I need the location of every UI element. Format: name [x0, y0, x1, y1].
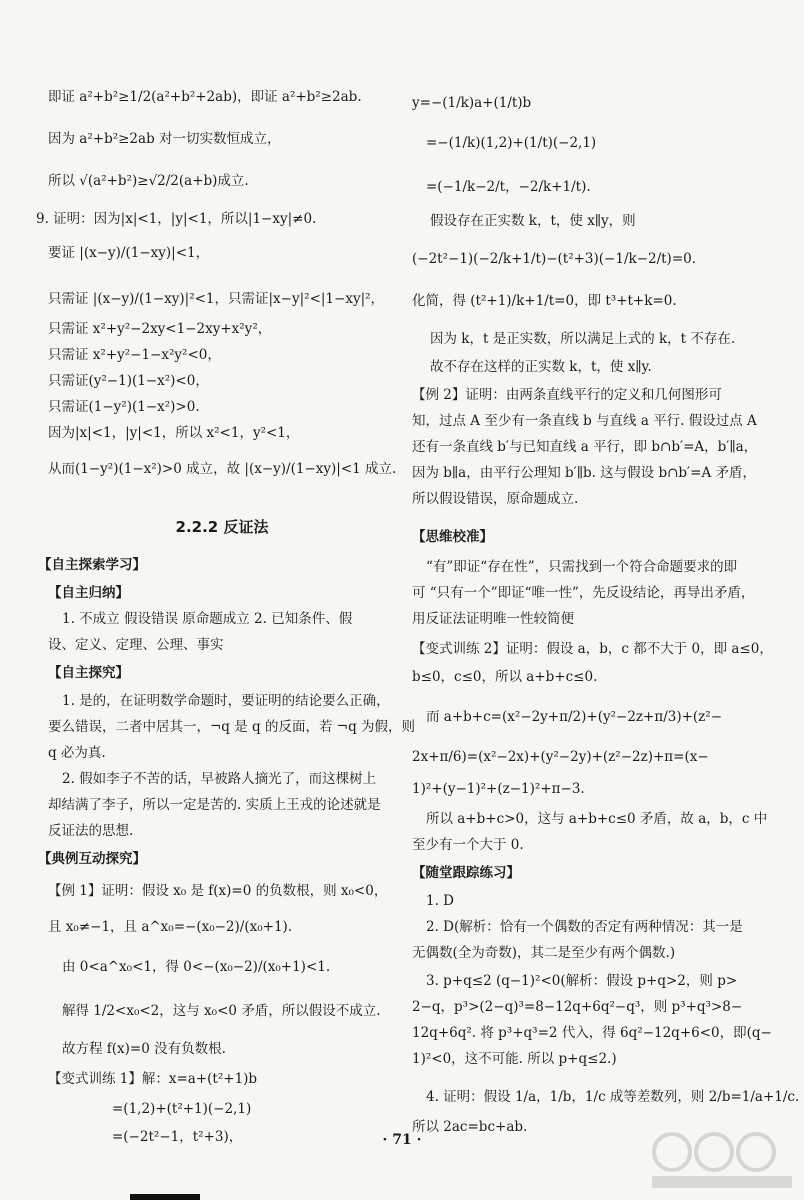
text-line: 故方程 f(x)=0 没有负数根.: [62, 1041, 226, 1057]
text-line: q 必为真.: [48, 745, 106, 761]
text-line: 要么错误，二者中居其一，¬q 是 q 的反面，若 ¬q 为假，则: [48, 719, 416, 735]
text-line: 【例 1】证明：假设 x₀ 是 f(x)=0 的负数根，则 x₀<0，: [48, 883, 388, 899]
text-line: 12q+6q². 将 p³+q³=2 代入，得 6q²−12q+6<0，即(q−: [412, 1025, 772, 1041]
text-line: 故不存在这样的正实数 k，t，使 x∥y.: [430, 359, 652, 375]
text-line: 因为 b∥a，由平行公理知 b′∥b. 这与假设 b∩b′=A 矛盾，: [412, 465, 756, 481]
text-line: 1. 不成立 假设错误 原命题成立 2. 已知条件、假: [62, 611, 353, 627]
text-line: 【变式训练 1】解：x=a+(t²+1)b: [48, 1071, 258, 1087]
text-line: 而 a+b+c=(x²−2y+π/2)+(y²−2z+π/3)+(z²−: [426, 709, 723, 725]
text-line: =(−1/k−2/t，−2/k+1/t).: [426, 179, 591, 195]
page-number: · 71 ·: [382, 1132, 422, 1148]
text-line: 只需证 x²+y²−2xy<1−2xy+x²y²，: [48, 321, 272, 337]
text-line: 且 x₀≠−1，且 a^x₀=−(x₀−2)/(x₀+1).: [48, 919, 293, 935]
text-line: 3. p+q≤2 (q−1)²<0(解析：假设 p+q>2，则 p>: [426, 973, 738, 989]
text-line: 假设存在正实数 k，t，使 x∥y，则: [430, 213, 636, 229]
text-line: 只需证 |(x−y)/(1−xy)|²<1，只需证|x−y|²<|1−xy|²，: [48, 291, 385, 307]
text-line: =(−2t²−1，t²+3)，: [112, 1129, 243, 1145]
text-line: 2x+π/6)=(x²−2x)+(y²−2y)+(z²−2z)+π=(x−: [412, 749, 709, 765]
section-tag: 【自主探索学习】: [38, 557, 146, 573]
section-tag: 【思维校准】: [412, 529, 493, 545]
section-tag: 【自主探究】: [48, 665, 129, 681]
text-line: 从而(1−y²)(1−x²)>0 成立，故 |(x−y)/(1−xy)|<1 成立.: [48, 461, 397, 477]
text-line: 无偶数(全为奇数)，其二是至少有两个偶数.): [412, 945, 676, 961]
text-line: 只需证 x²+y²−1−x²y²<0，: [48, 347, 221, 363]
text-line: =−(1/k)(1,2)+(1/t)(−2,1): [426, 135, 597, 151]
text-line: 可 “只有一个”即证“唯一性”，先反设结论，再导出矛盾，: [412, 585, 755, 601]
text-line: 要证 |(x−y)/(1−xy)|<1，: [48, 245, 210, 261]
section-title: 2.2.2 反证法: [175, 518, 269, 536]
text-line: 所以假设错误，原命题成立.: [412, 491, 579, 507]
text-line: 所以 2ac=bc+ab.: [412, 1119, 528, 1135]
text-line: 只需证(1−y²)(1−x²)>0.: [48, 399, 200, 415]
text-line: 只需证(y²−1)(1−x²)<0，: [48, 373, 209, 389]
text-line: 1)²<0，这不可能. 所以 p+q≤2.): [412, 1051, 617, 1067]
text-line: 至少有一个大于 0.: [412, 837, 524, 853]
text-line: 因为|x|<1，|y|<1，所以 x²<1，y²<1，: [48, 425, 300, 441]
text-line: 9. 证明：因为|x|<1，|y|<1，所以|1−xy|≠0.: [36, 211, 317, 227]
text-line: 却结满了李子，所以一定是苦的. 实质上王戎的论述就是: [48, 797, 381, 813]
text-line: 化简，得 (t²+1)/k+1/t=0，即 t³+t+k=0.: [412, 293, 677, 309]
text-line: 知，过点 A 至少有一条直线 b 与直线 a 平行. 假设过点 A: [412, 413, 757, 429]
text-line: 1. 是的，在证明数学命题时，要证明的结论要么正确，: [62, 693, 390, 709]
text-line: 还有一条直线 b′与已知直线 a 平行，即 b∩b′=A，b′∥a，: [412, 439, 758, 455]
text-line: 因为 a²+b²≥2ab 对一切实数恒成立，: [48, 131, 281, 147]
text-line: 所以 a+b+c>0，这与 a+b+c≤0 矛盾，故 a，b，c 中: [426, 811, 768, 827]
text-line: (−2t²−1)(−2/k+1/t)−(t²+3)(−1/k−2/t)=0.: [412, 251, 697, 267]
text-line: 2−q，p³>(2−q)³=8−12q+6q²−q³，则 p³+q³>8−: [412, 999, 743, 1015]
section-tag: 【典例互动探究】: [38, 851, 146, 867]
scan-edge-mark: [130, 1194, 200, 1200]
text-line: 1)²+(y−1)²+(z−1)²+π−3.: [412, 781, 585, 797]
text-line: 【变式训练 2】证明：假设 a，b，c 都不大于 0，即 a≤0，: [412, 641, 773, 657]
text-line: “有”即证“存在性”，只需找到一个符合命题要求的即: [426, 559, 738, 575]
text-line: b≤0，c≤0，所以 a+b+c≤0.: [412, 669, 598, 685]
text-line: 用反证法证明唯一性较简便: [412, 611, 574, 627]
text-line: 由 0<a^x₀<1，得 0<−(x₀−2)/(x₀+1)<1.: [62, 959, 331, 975]
text-line: y=−(1/k)a+(1/t)b: [412, 95, 532, 111]
text-line: =(1,2)+(t²+1)(−2,1): [112, 1101, 252, 1117]
text-line: 所以 √(a²+b²)≥√2/2(a+b)成立.: [48, 173, 249, 189]
section-tag: 【随堂跟踪练习】: [412, 865, 520, 881]
section-tag: 【自主归纳】: [48, 585, 129, 601]
text-line: 2. 假如李子不苦的话，早被路人摘光了，而这棵树上: [62, 771, 377, 787]
text-line: 4. 证明：假设 1/a，1/b，1/c 成等差数列，则 2/b=1/a+1/c.: [426, 1089, 800, 1105]
text-line: 设、定义、定理、公理、事实: [48, 637, 224, 653]
watermark-logo-icon: [648, 1124, 798, 1194]
text-line: 1. D: [426, 893, 454, 909]
text-line: 即证 a²+b²≥1/2(a²+b²+2ab)，即证 a²+b²≥2ab.: [48, 89, 362, 105]
text-line: 因为 k，t 是正实数，所以满足上式的 k，t 不存在.: [430, 331, 736, 347]
text-line: 【例 2】证明：由两条直线平行的定义和几何图形可: [412, 387, 722, 403]
text-line: 2. D(解析：恰有一个偶数的否定有两种情况：其一是: [426, 919, 743, 935]
text-line: 反证法的思想.: [48, 823, 134, 839]
text-line: 解得 1/2<x₀<2，这与 x₀<0 矛盾，所以假设不成立.: [62, 1003, 381, 1019]
